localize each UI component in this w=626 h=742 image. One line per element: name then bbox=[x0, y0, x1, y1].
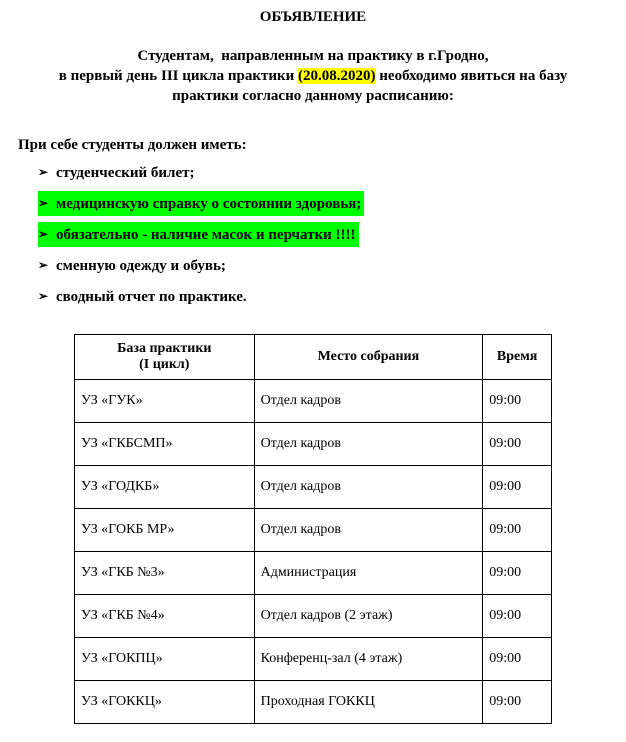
intro-line-2-start: в первый день III цикла практики bbox=[58, 68, 299, 84]
arrow-bullet-icon: ➢ bbox=[38, 258, 49, 272]
cell-time: 09:00 bbox=[483, 595, 552, 638]
cell-base: УЗ «ГКБСМП» bbox=[75, 423, 255, 466]
requirement-item bbox=[38, 160, 364, 191]
cell-base: УЗ «ГКБ №4» bbox=[75, 595, 255, 638]
arrow-bullet-icon: ➢ bbox=[38, 289, 49, 303]
cell-time: 09:00 bbox=[483, 638, 552, 681]
table-row bbox=[75, 595, 552, 638]
cell-time: 09:00 bbox=[483, 466, 552, 509]
table-row bbox=[75, 466, 552, 509]
cell-time: 09:00 bbox=[483, 681, 552, 724]
header-meeting-place: Место собрания bbox=[254, 335, 483, 380]
intro-line-3: практики согласно данному расписанию: bbox=[172, 88, 454, 104]
intro-line-1: Студентам, направленным на практику в г.Гродно, bbox=[137, 48, 489, 64]
cell-base: УЗ «ГОККЦ» bbox=[75, 681, 255, 724]
cell-meeting-place: Отдел кадров bbox=[254, 466, 483, 509]
practice-date: (20.08.2020) bbox=[298, 68, 376, 84]
cell-base: УЗ «ГКБ №3» bbox=[75, 552, 255, 595]
cell-time: 09:00 bbox=[483, 423, 552, 466]
cell-base: УЗ «ГОКБ МР» bbox=[75, 509, 255, 552]
requirement-text: медицинскую справку о состоянии здоровья; bbox=[56, 196, 362, 212]
requirement-wrap-highlighted bbox=[38, 191, 364, 216]
arrow-bullet-icon: ➢ bbox=[38, 165, 49, 179]
cell-meeting-place: Администрация bbox=[254, 552, 483, 595]
cell-time: 09:00 bbox=[483, 509, 552, 552]
cell-meeting-place: Конференц-зал (4 этаж) bbox=[254, 638, 483, 681]
table-header-row bbox=[75, 335, 552, 380]
cell-time: 09:00 bbox=[483, 380, 552, 423]
requirement-wrap-highlighted bbox=[38, 222, 359, 247]
arrow-bullet-icon: ➢ bbox=[38, 227, 49, 241]
cell-base: УЗ «ГУК» bbox=[75, 380, 255, 423]
cell-meeting-place: Отдел кадров bbox=[254, 509, 483, 552]
requirement-text: сменную одежду и обувь; bbox=[56, 258, 226, 274]
intro-line-2-end: необходимо явиться на базу bbox=[375, 68, 568, 84]
table-row bbox=[75, 638, 552, 681]
requirement-item bbox=[38, 253, 364, 284]
cell-meeting-place: Отдел кадров (2 этаж) bbox=[254, 595, 483, 638]
table-row bbox=[75, 552, 552, 595]
cell-meeting-place: Отдел кадров bbox=[254, 423, 483, 466]
cell-meeting-place: Проходная ГОККЦ bbox=[254, 681, 483, 724]
table-row bbox=[75, 423, 552, 466]
schedule-table bbox=[74, 334, 552, 724]
arrow-bullet-icon: ➢ bbox=[38, 196, 49, 210]
requirement-text: студенческий билет; bbox=[56, 165, 195, 181]
intro-line-2 bbox=[0, 66, 626, 86]
announcement-intro bbox=[0, 46, 626, 106]
cell-base: УЗ «ГОКПЦ» bbox=[75, 638, 255, 681]
header-time: Время bbox=[483, 335, 552, 380]
requirement-text: сводный отчет по практике. bbox=[56, 289, 247, 305]
requirement-text: обязательно - наличие масок и перчатки !!!! bbox=[56, 227, 356, 243]
cell-base: УЗ «ГОДКБ» bbox=[75, 466, 255, 509]
requirement-wrap bbox=[38, 253, 229, 278]
table-row bbox=[75, 509, 552, 552]
requirement-item bbox=[38, 222, 364, 253]
header-base: База практики (I цикл) bbox=[75, 335, 255, 380]
table-row bbox=[75, 380, 552, 423]
requirement-wrap bbox=[38, 160, 198, 185]
announcement-title: ОБЪЯВЛЕНИЕ bbox=[259, 9, 367, 25]
cell-meeting-place: Отдел кадров bbox=[254, 380, 483, 423]
requirement-wrap bbox=[38, 284, 250, 309]
cell-time: 09:00 bbox=[483, 552, 552, 595]
requirement-item bbox=[38, 191, 364, 222]
requirements-heading: При себе студенты должен иметь: bbox=[18, 137, 247, 153]
table-row bbox=[75, 681, 552, 724]
requirement-item bbox=[38, 284, 364, 315]
requirements-list bbox=[38, 160, 364, 315]
